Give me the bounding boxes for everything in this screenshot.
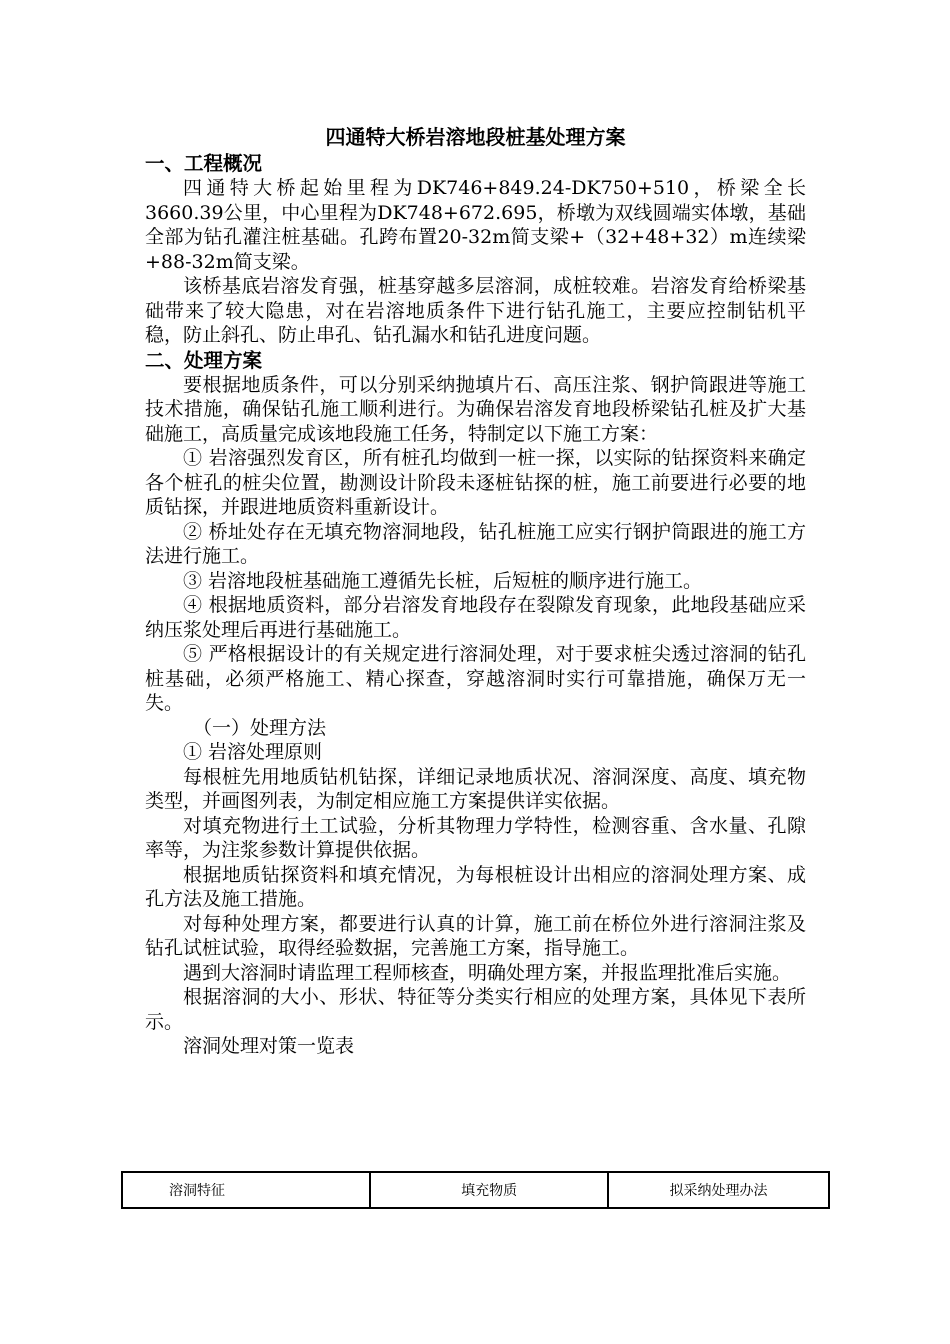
table-caption: 溶洞处理对策一览表 xyxy=(183,1035,355,1057)
paragraph: 根据溶洞的大小、形状、特征等分类实行相应的处理方案，具体见下表所示。 xyxy=(145,986,806,1033)
table-header-row xyxy=(122,1172,829,1208)
paragraph: 对每种处理方案，都要进行认真的计算，施工前在桥位外进行溶洞注浆及钻孔试桩试验，取得经验数据，完善施工方案，指导施工。 xyxy=(145,912,806,959)
list-item: ③ 岩溶地段桩基础施工遵循先长桩，后短桩的顺序进行施工。 xyxy=(183,569,703,592)
list-item: ② 桥址处存在无填充物溶洞地段，钻孔桩施工应实行钢护筒跟进的施工方法进行施工。 xyxy=(145,520,806,567)
paragraph: 四通特大桥起始里程为DK746+849.24-DK750+510，桥梁全长3660.39公里，中心里程为DK748+672.695，桥墩为双线圆端实体墩，基础全部为钻孔灌注桩基础。孔跨布置20-32m简支梁+（32+48+32）m连续梁+88-32m简支梁。 xyxy=(145,177,806,273)
list-item: ① 岩溶强烈发育区，所有桩孔均做到一桩一探，以实际的钻探资料来确定各个桩孔的桩尖位置，勘测设计阶段未逐桩钻探的桩，施工前要进行必要的地质钻探，并跟进地质资料重新设计。 xyxy=(145,447,806,518)
paragraph: 遇到大溶洞时请监理工程师核查，明确处理方案，并报监理批准后实施。 xyxy=(183,961,792,984)
column-header-treatment-method: 拟采纳处理办法 xyxy=(608,1172,829,1208)
strategy-table xyxy=(121,1171,830,1209)
document-title: 四通特大桥岩溶地段桩基处理方案 xyxy=(325,125,626,149)
column-header-cave-features: 溶洞特征 xyxy=(122,1172,370,1208)
section-heading-overview: 一、工程概况 xyxy=(145,152,263,175)
paragraph: 对填充物进行土工试验，分析其物理力学特性，检测容重、含水量、孔隙率等，为注浆参数计算提供依据。 xyxy=(145,814,806,861)
paragraph: 根据地质钻探资料和填充情况，为每根桩设计出相应的溶洞处理方案、成孔方法及施工措施。 xyxy=(145,863,806,910)
subheading-principle: ① 岩溶处理原则 xyxy=(183,741,323,763)
column-header-fill-material: 填充物质 xyxy=(370,1172,608,1208)
paragraph: 要根据地质条件，可以分别采纳抛填片石、高压注浆、钢护筒跟进等施工技术措施，确保钻孔施工顺利进行。为确保岩溶发育地段桥梁钻孔桩及扩大基础施工，高质量完成该地段施工任务，特制定以下施工方案： xyxy=(145,373,806,445)
strategy-table-wrapper xyxy=(121,1171,830,1209)
subheading-method: （一）处理方法 xyxy=(193,716,327,739)
paragraph: 该桥基底岩溶发育强，桩基穿越多层溶洞，成桩较难。岩溶发育给桥梁基础带来了较大隐患，对在岩溶地质条件下进行钻孔施工，主要应控制钻机平稳，防止斜孔、防止串孔、钻孔漏水和钻孔进度问题。 xyxy=(145,275,806,346)
list-item: ⑤ 严格根据设计的有关规定进行溶洞处理，对于要求桩尖透过溶洞的钻孔桩基础，必须严格施工、精心探查，穿越溶洞时实行可靠措施，确保万无一失。 xyxy=(145,643,806,714)
list-item: ④ 根据地质资料，部分岩溶发育地段存在裂隙发育现象，此地段基础应采纳压浆处理后再进行基础施工。 xyxy=(145,594,806,641)
paragraph: 每根桩先用地质钻机钻探，详细记录地质状况、溶洞深度、高度、填充物类型，并画图列表，为制定相应施工方案提供详实依据。 xyxy=(145,765,806,812)
section-heading-plan: 二、处理方案 xyxy=(145,348,263,372)
document-body xyxy=(145,124,806,1059)
